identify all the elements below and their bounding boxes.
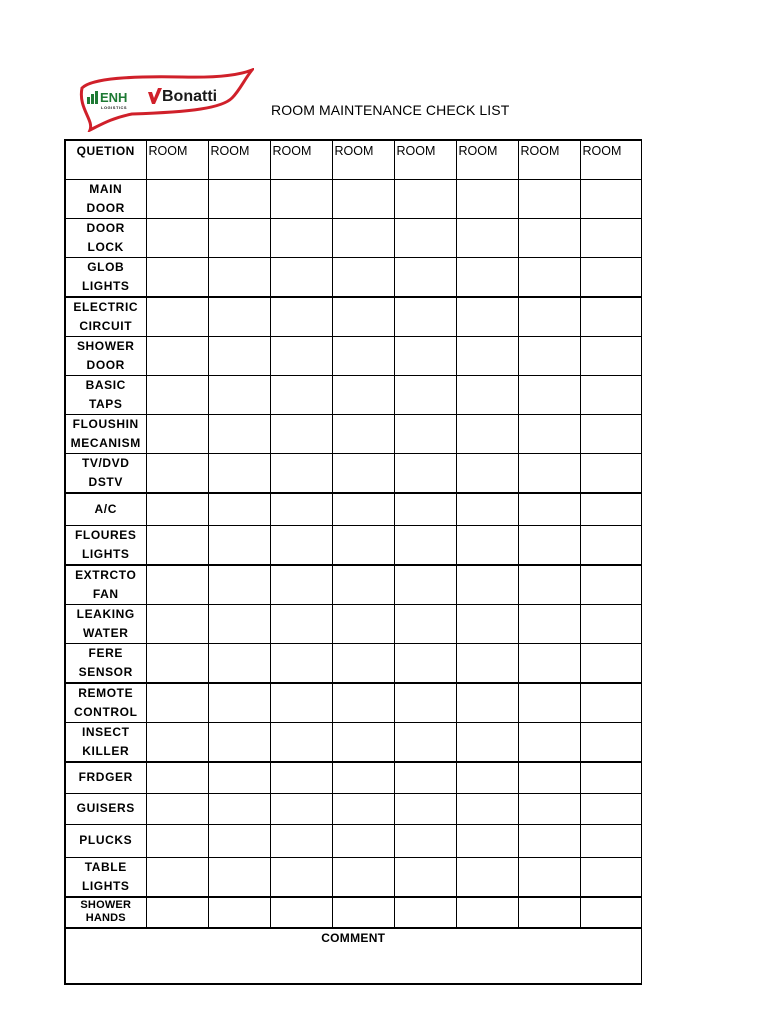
check-cell[interactable] <box>332 793 394 824</box>
question-label <box>65 375 146 414</box>
check-cell[interactable] <box>518 565 580 605</box>
check-cell[interactable] <box>394 218 456 257</box>
logo-brand-left: ENH <box>100 90 128 105</box>
check-cell[interactable] <box>270 762 332 793</box>
check-cell[interactable] <box>518 453 580 493</box>
check-cell[interactable] <box>456 414 518 453</box>
check-cell[interactable] <box>146 897 208 928</box>
check-cell[interactable] <box>270 218 332 257</box>
check-cell[interactable] <box>580 493 641 526</box>
check-cell[interactable] <box>518 218 580 257</box>
check-cell[interactable] <box>518 824 580 857</box>
question-line: DSTV <box>88 474 123 489</box>
check-cell[interactable] <box>456 526 518 566</box>
check-cell[interactable] <box>208 565 270 605</box>
check-cell[interactable] <box>208 493 270 526</box>
table-row <box>65 605 641 644</box>
check-cell[interactable] <box>580 605 641 644</box>
header-room: ROOM <box>518 140 580 179</box>
check-cell[interactable] <box>208 762 270 793</box>
check-cell[interactable] <box>146 605 208 644</box>
question-line: DOOR <box>86 220 125 235</box>
check-cell[interactable] <box>456 723 518 763</box>
question-label <box>65 683 146 723</box>
check-cell[interactable] <box>208 453 270 493</box>
check-cell[interactable] <box>270 565 332 605</box>
question-line: FLOUSHIN <box>72 416 139 431</box>
question-line: BASIC <box>85 377 126 392</box>
check-cell[interactable] <box>270 857 332 897</box>
check-cell[interactable] <box>332 336 394 375</box>
check-cell[interactable] <box>456 565 518 605</box>
check-cell[interactable] <box>146 493 208 526</box>
check-cell[interactable] <box>146 793 208 824</box>
check-cell[interactable] <box>270 493 332 526</box>
check-cell[interactable] <box>332 526 394 566</box>
check-cell[interactable] <box>518 762 580 793</box>
question-line: REMOTE <box>78 686 134 700</box>
question-line: MAIN <box>89 181 123 196</box>
question-label <box>65 453 146 493</box>
check-cell[interactable] <box>580 257 641 297</box>
check-cell[interactable] <box>456 179 518 218</box>
table-row <box>65 526 641 566</box>
check-cell[interactable] <box>394 565 456 605</box>
question-line: CONTROL <box>73 705 138 719</box>
check-cell[interactable] <box>270 897 332 928</box>
check-cell[interactable] <box>332 857 394 897</box>
check-cell[interactable] <box>146 526 208 566</box>
check-cell[interactable] <box>456 453 518 493</box>
check-cell[interactable] <box>580 526 641 566</box>
table-row <box>65 179 641 218</box>
table-row <box>65 218 641 257</box>
check-cell[interactable] <box>394 857 456 897</box>
check-cell[interactable] <box>456 336 518 375</box>
check-cell[interactable] <box>518 793 580 824</box>
header-room: ROOM <box>332 140 394 179</box>
check-cell[interactable] <box>146 453 208 493</box>
check-cell[interactable] <box>270 526 332 566</box>
check-cell[interactable] <box>270 453 332 493</box>
check-cell[interactable] <box>146 762 208 793</box>
check-cell[interactable] <box>580 375 641 414</box>
question-line: EXTRCTO <box>75 568 137 582</box>
check-cell[interactable] <box>518 493 580 526</box>
question-line: GLOB <box>87 259 125 274</box>
check-cell[interactable] <box>394 723 456 763</box>
logo-brand-sub: LOGISTICS <box>101 105 128 110</box>
check-cell[interactable] <box>394 297 456 337</box>
table-row <box>65 644 641 684</box>
checklist-table <box>64 139 642 985</box>
check-cell[interactable] <box>456 762 518 793</box>
check-cell[interactable] <box>270 683 332 723</box>
question-line: LIGHTS <box>81 547 130 561</box>
question-line: GUISERS <box>76 801 135 815</box>
question-line: FRDGER <box>78 770 133 785</box>
question-line: LIGHTS <box>81 878 130 893</box>
question-label <box>65 824 146 857</box>
check-cell[interactable] <box>456 824 518 857</box>
check-cell[interactable] <box>332 493 394 526</box>
check-cell[interactable] <box>208 605 270 644</box>
logo-brand-right: Bonatti <box>162 88 218 105</box>
question-label <box>65 793 146 824</box>
question-line: A/C <box>94 501 117 516</box>
check-cell[interactable] <box>208 857 270 897</box>
check-cell[interactable] <box>580 179 641 218</box>
check-cell[interactable] <box>146 218 208 257</box>
check-cell[interactable] <box>394 336 456 375</box>
check-cell[interactable] <box>394 414 456 453</box>
check-cell[interactable] <box>270 824 332 857</box>
header-row <box>65 140 641 179</box>
check-cell[interactable] <box>518 644 580 684</box>
check-cell[interactable] <box>456 644 518 684</box>
check-cell[interactable] <box>270 179 332 218</box>
check-cell[interactable] <box>394 897 456 928</box>
check-cell[interactable] <box>332 414 394 453</box>
table-row <box>65 297 641 337</box>
question-line: LIGHTS <box>81 278 130 293</box>
check-cell[interactable] <box>146 414 208 453</box>
check-cell[interactable] <box>208 683 270 723</box>
check-cell[interactable] <box>518 897 580 928</box>
comment-label: COMMENT <box>321 930 386 945</box>
check-cell[interactable] <box>580 644 641 684</box>
check-cell[interactable] <box>208 375 270 414</box>
check-cell[interactable] <box>270 414 332 453</box>
header-room: ROOM <box>146 140 208 179</box>
question-label <box>65 644 146 684</box>
question-line: MECANISM <box>70 435 141 450</box>
check-cell[interactable] <box>332 297 394 337</box>
question-line: FERE <box>88 646 123 660</box>
check-cell[interactable] <box>394 605 456 644</box>
check-cell[interactable] <box>394 793 456 824</box>
check-cell[interactable] <box>332 453 394 493</box>
question-label <box>65 605 146 644</box>
check-cell[interactable] <box>518 375 580 414</box>
question-label <box>65 897 146 928</box>
check-cell[interactable] <box>146 297 208 337</box>
check-cell[interactable] <box>580 414 641 453</box>
question-line: TV/DVD <box>81 455 130 470</box>
check-cell[interactable] <box>518 257 580 297</box>
check-cell[interactable] <box>146 723 208 763</box>
check-cell[interactable] <box>208 179 270 218</box>
question-line: DOOR <box>86 357 125 372</box>
header-question: QUETION <box>65 140 146 179</box>
question-label <box>65 565 146 605</box>
check-cell[interactable] <box>270 375 332 414</box>
comment-box[interactable] <box>65 928 641 984</box>
check-cell[interactable] <box>270 793 332 824</box>
check-cell[interactable] <box>332 565 394 605</box>
check-cell[interactable] <box>518 526 580 566</box>
check-cell[interactable] <box>146 683 208 723</box>
table-row <box>65 414 641 453</box>
question-label <box>65 179 146 218</box>
check-cell[interactable] <box>146 179 208 218</box>
check-cell[interactable] <box>208 297 270 337</box>
check-cell[interactable] <box>394 762 456 793</box>
company-logo <box>72 68 254 132</box>
page-title: ROOM MAINTENANCE CHECK LIST <box>271 102 510 118</box>
question-line: SHOWER <box>80 899 132 911</box>
question-label <box>65 526 146 566</box>
check-cell[interactable] <box>270 723 332 763</box>
check-cell[interactable] <box>394 453 456 493</box>
check-cell[interactable] <box>456 493 518 526</box>
header-room: ROOM <box>456 140 518 179</box>
check-cell[interactable] <box>332 257 394 297</box>
table-row <box>65 897 641 928</box>
check-cell[interactable] <box>456 793 518 824</box>
check-cell[interactable] <box>332 644 394 684</box>
check-cell[interactable] <box>332 375 394 414</box>
question-line: TAPS <box>88 396 123 411</box>
check-cell[interactable] <box>270 257 332 297</box>
check-cell[interactable] <box>394 644 456 684</box>
check-cell[interactable] <box>394 526 456 566</box>
table-row <box>65 493 641 526</box>
check-cell[interactable] <box>208 897 270 928</box>
table-row <box>65 762 641 793</box>
check-cell[interactable] <box>270 605 332 644</box>
check-cell[interactable] <box>332 897 394 928</box>
check-cell[interactable] <box>270 336 332 375</box>
check-cell[interactable] <box>208 526 270 566</box>
table-row <box>65 375 641 414</box>
check-cell[interactable] <box>394 375 456 414</box>
check-cell[interactable] <box>518 683 580 723</box>
question-label <box>65 723 146 763</box>
check-cell[interactable] <box>208 336 270 375</box>
question-line: CIRCUIT <box>79 318 133 333</box>
check-cell[interactable] <box>456 605 518 644</box>
check-cell[interactable] <box>394 493 456 526</box>
check-cell[interactable] <box>580 723 641 763</box>
question-line: LEAKING <box>76 607 135 621</box>
table-row <box>65 857 641 897</box>
table-row <box>65 683 641 723</box>
check-cell[interactable] <box>208 723 270 763</box>
check-cell[interactable] <box>456 257 518 297</box>
check-cell[interactable] <box>580 683 641 723</box>
question-line: FAN <box>92 587 119 601</box>
check-cell[interactable] <box>456 375 518 414</box>
check-cell[interactable] <box>332 218 394 257</box>
check-cell[interactable] <box>270 297 332 337</box>
table-row <box>65 824 641 857</box>
table-row <box>65 793 641 824</box>
check-cell[interactable] <box>580 453 641 493</box>
header-room: ROOM <box>394 140 456 179</box>
check-cell[interactable] <box>518 414 580 453</box>
table-row <box>65 453 641 493</box>
check-cell[interactable] <box>580 565 641 605</box>
check-cell[interactable] <box>332 723 394 763</box>
check-cell[interactable] <box>270 644 332 684</box>
check-cell[interactable] <box>580 297 641 337</box>
check-cell[interactable] <box>146 824 208 857</box>
check-cell[interactable] <box>456 218 518 257</box>
check-cell[interactable] <box>332 179 394 218</box>
check-cell[interactable] <box>456 297 518 337</box>
table-row <box>65 723 641 763</box>
check-cell[interactable] <box>518 336 580 375</box>
check-cell[interactable] <box>394 179 456 218</box>
question-line: TABLE <box>84 859 127 874</box>
table-row <box>65 336 641 375</box>
question-line: DOOR <box>86 200 125 215</box>
check-cell[interactable] <box>580 857 641 897</box>
check-cell[interactable] <box>146 336 208 375</box>
question-label <box>65 297 146 337</box>
check-cell[interactable] <box>208 414 270 453</box>
check-cell[interactable] <box>394 257 456 297</box>
question-line: ELECTRIC <box>73 299 139 314</box>
question-line: SENSOR <box>78 665 133 679</box>
check-cell[interactable] <box>208 257 270 297</box>
check-cell[interactable] <box>518 179 580 218</box>
check-cell[interactable] <box>394 683 456 723</box>
check-cell[interactable] <box>394 824 456 857</box>
check-cell[interactable] <box>456 857 518 897</box>
check-cell[interactable] <box>146 565 208 605</box>
check-cell[interactable] <box>146 644 208 684</box>
check-cell[interactable] <box>146 257 208 297</box>
check-cell[interactable] <box>208 824 270 857</box>
question-line: HANDS <box>85 912 126 924</box>
question-line: INSECT <box>81 725 130 739</box>
check-cell[interactable] <box>332 605 394 644</box>
check-cell[interactable] <box>580 824 641 857</box>
check-cell[interactable] <box>456 683 518 723</box>
question-label <box>65 336 146 375</box>
table-row <box>65 257 641 297</box>
question-label <box>65 218 146 257</box>
check-cell[interactable] <box>580 793 641 824</box>
question-label <box>65 493 146 526</box>
check-cell[interactable] <box>518 857 580 897</box>
check-cell[interactable] <box>580 897 641 928</box>
question-line: KILLER <box>82 744 130 758</box>
check-cell[interactable] <box>146 375 208 414</box>
check-cell[interactable] <box>518 297 580 337</box>
check-cell[interactable] <box>580 336 641 375</box>
question-line: SHOWER <box>76 338 135 353</box>
check-cell[interactable] <box>332 824 394 857</box>
check-cell[interactable] <box>332 762 394 793</box>
check-cell[interactable] <box>518 723 580 763</box>
question-line: FLOURES <box>74 528 137 542</box>
question-line: PLUCKS <box>79 833 133 847</box>
check-cell[interactable] <box>580 218 641 257</box>
check-cell[interactable] <box>456 897 518 928</box>
check-cell[interactable] <box>208 793 270 824</box>
check-cell[interactable] <box>208 644 270 684</box>
check-cell[interactable] <box>580 762 641 793</box>
header-room: ROOM <box>270 140 332 179</box>
question-label <box>65 762 146 793</box>
check-cell[interactable] <box>208 218 270 257</box>
table-row <box>65 565 641 605</box>
header-room: ROOM <box>208 140 270 179</box>
check-cell[interactable] <box>518 605 580 644</box>
header-room: ROOM <box>580 140 641 179</box>
question-label <box>65 414 146 453</box>
question-line: WATER <box>83 626 129 640</box>
check-cell[interactable] <box>146 857 208 897</box>
check-cell[interactable] <box>332 683 394 723</box>
question-label <box>65 857 146 897</box>
question-line: LOCK <box>87 239 124 254</box>
question-label <box>65 257 146 297</box>
